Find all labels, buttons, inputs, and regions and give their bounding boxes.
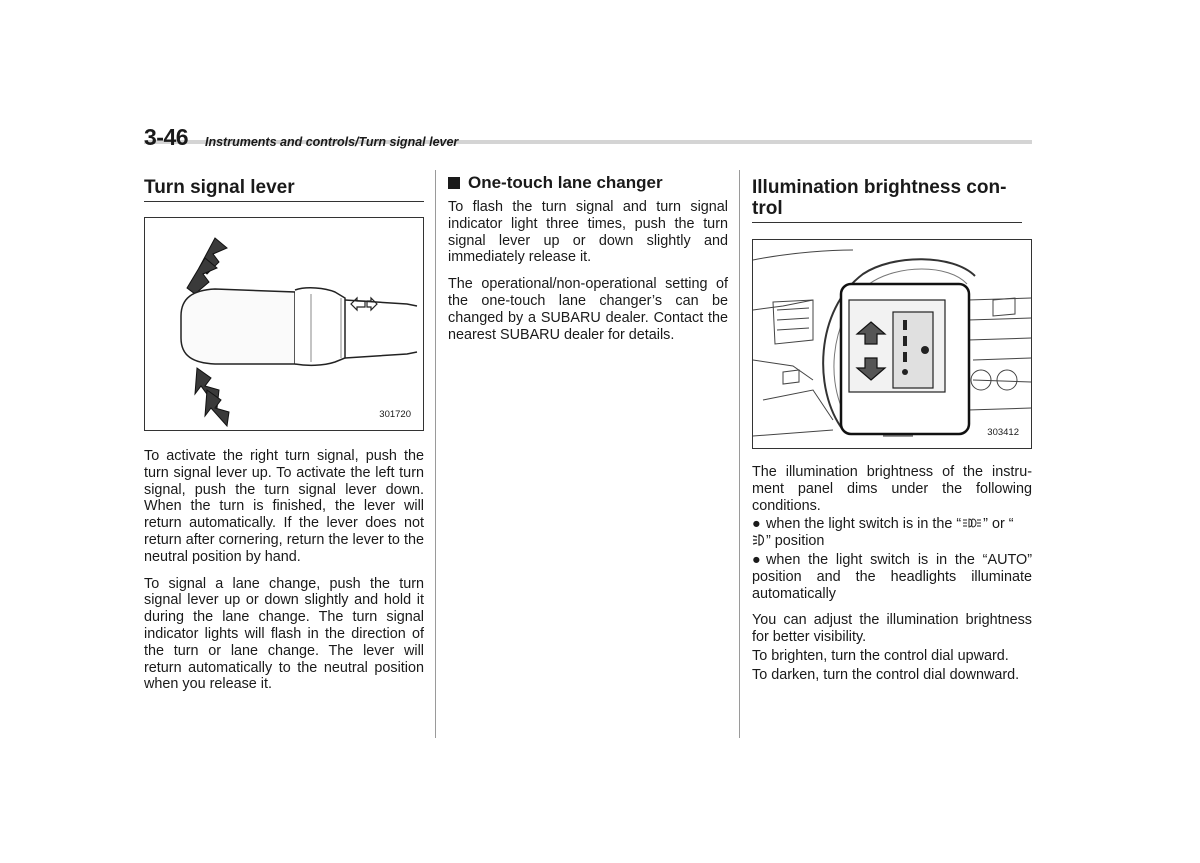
headlight-icon xyxy=(752,533,766,547)
paragraph: To darken, turn the control dial downward. xyxy=(752,666,1020,683)
bullet-icon: ● xyxy=(752,551,761,568)
illumination-control-figure xyxy=(752,239,1032,449)
paragraph: To activate the right turn signal, push the turn signal lever up. To activate the left turn signal, push the turn signal lever down. When the turn is finished, the lever will return automatically. If the lever does not return after cornering, return the lever to the neutral position by hand. xyxy=(144,448,424,565)
bullet-item xyxy=(752,552,1032,602)
subsection-title-text: One-touch lane changer xyxy=(468,173,663,192)
figure-code: 303412 xyxy=(987,427,1019,438)
bullet-text: ” position xyxy=(766,533,825,550)
page-number: 3-46 xyxy=(144,124,189,150)
arrow-down-icon xyxy=(195,368,229,426)
section-square-icon xyxy=(448,177,460,189)
turn-signal-lever-figure xyxy=(144,217,424,431)
bullet-text: when the light switch is in the “AUTO” position and the headlights illuminate automatically xyxy=(752,551,1032,602)
column-divider xyxy=(739,170,740,738)
column-lane-changer xyxy=(448,172,728,343)
page-header xyxy=(144,124,1032,154)
column-divider xyxy=(435,170,436,738)
paragraph: To flash the turn signal and turn signal indicator light three times, push the turn signal lever up or down slightly and immediately release it. xyxy=(448,199,728,266)
paragraph: The illumination brightness of the instru-ment panel dims under the following conditions. xyxy=(752,464,1032,514)
arrow-up-icon xyxy=(187,238,227,294)
position-light-icon xyxy=(961,517,983,529)
dashboard-illustration xyxy=(753,240,1031,448)
column-illumination xyxy=(752,172,1032,684)
column-turn-signal xyxy=(144,172,424,693)
bullet-text: when the light switch is in the “ xyxy=(766,516,962,533)
turn-signal-lever-illustration xyxy=(145,218,423,430)
bullet-text: ” or “ xyxy=(983,516,1014,533)
section-title: Turn signal lever xyxy=(144,177,424,202)
running-header-title: Instruments and controls/Turn signal lever xyxy=(205,135,459,149)
figure-code: 301720 xyxy=(379,409,411,420)
paragraph: You can adjust the illumination brightness for better visibility. xyxy=(752,612,1032,646)
bullet-icon: ● xyxy=(752,516,761,533)
section-title: Illumination brightness con-trol xyxy=(752,177,1022,223)
paragraph: To brighten, turn the control dial upward. xyxy=(752,647,1009,664)
paragraph: The operational/non-operational setting of the one-touch lane changer’s can be changed by a SUBARU dealer. Contact the nearest SUBARU dealer for details. xyxy=(448,276,728,343)
paragraph: To signal a lane change, push the turn signal lever up or down slightly and hold it during the lane change. The turn signal indicator lights will flash in the direction of the turn or lane change. The lever will return automatically to the neutral position when you release it. xyxy=(144,575,424,693)
turn-indicator-icon xyxy=(351,298,377,310)
bullet-item xyxy=(752,516,1032,550)
subsection-title xyxy=(448,172,728,194)
